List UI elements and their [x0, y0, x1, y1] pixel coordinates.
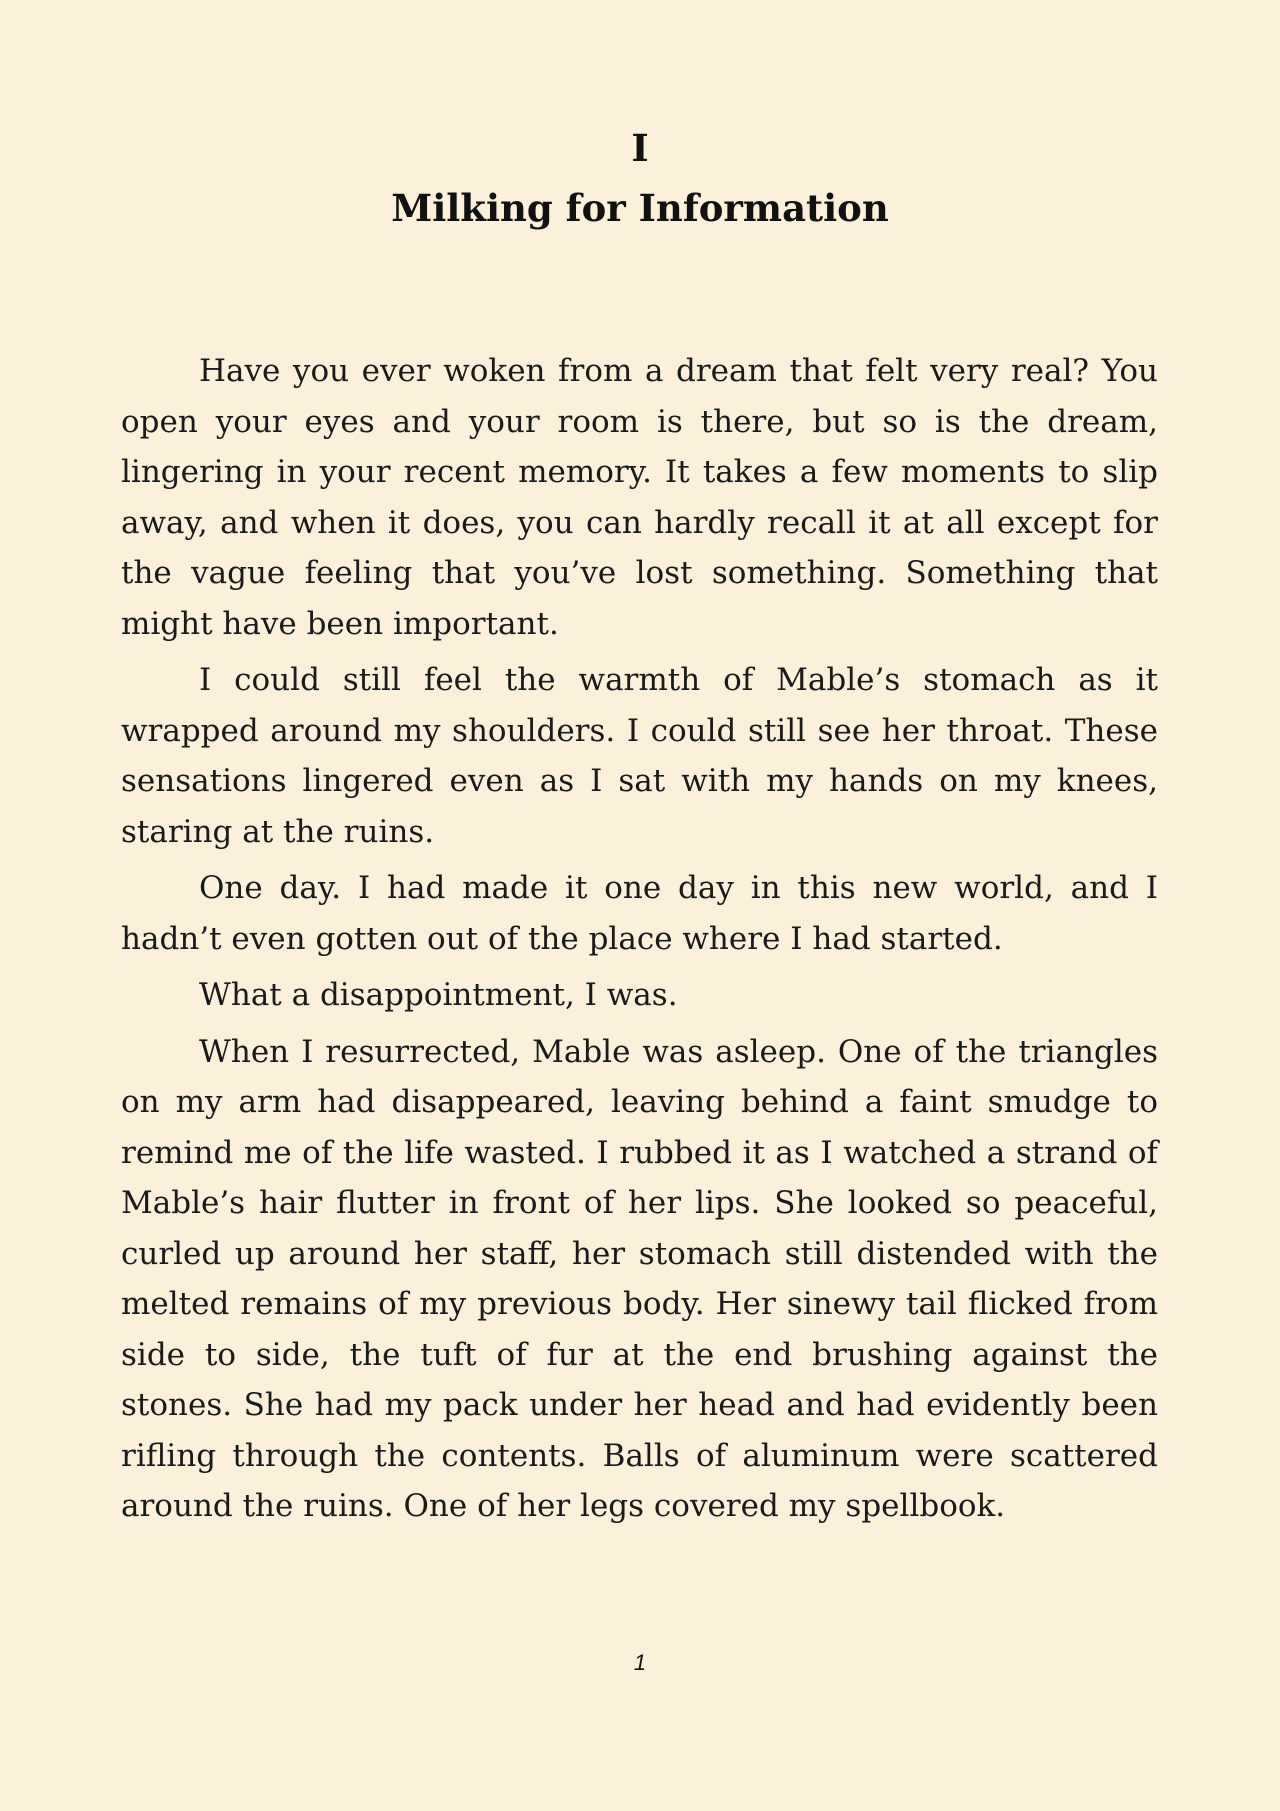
page-number: 1 [633, 1650, 647, 1675]
paragraph: What a disappointment, I was. [199, 977, 678, 1013]
paragraph: One day. I had made it one day in this new world, and I hadn’t even gotten out of the place where I had started. [121, 870, 1158, 957]
chapter-title: Milking for Information [391, 186, 889, 230]
paragraph: When I resurrected, Mable was asleep. One of the triangles on my arm had disappeared, leaving behind a faint smudge to remind me of the life wasted. I rubbed it as I watched a strand of Mable’s hair flutter in front of her lips. She looked so peaceful, curled up around her staff, her stomach still distended with the melted remains of my previous body. Her sinewy tail flicked from side to side, the tuft of fur at the end brushing against the stones. She had my pack under her head and had evidently been rifling through the contents. Balls of aluminum were scattered around the ruins. One of her legs covered my spellbook. [121, 1033, 1158, 1524]
paragraph: I could still feel the warmth of Mable’s stomach as it wrapped around my shoulders. I could still see her throat. These sensations lingered even as I sat with my hands on my knees, staring at the ruins. [121, 662, 1158, 850]
chapter-number: I [631, 126, 649, 170]
chapter-body [121, 346, 1158, 1538]
paragraph: Have you ever woken from a dream that felt very real? You open your eyes and your room is there, but so is the dream, lingering in your recent memory. It takes a few moments to slip away, and when it does, you can hardly recall it at all except for the vague feeling that you’ve lost something. Something that might have been important. [121, 353, 1158, 642]
